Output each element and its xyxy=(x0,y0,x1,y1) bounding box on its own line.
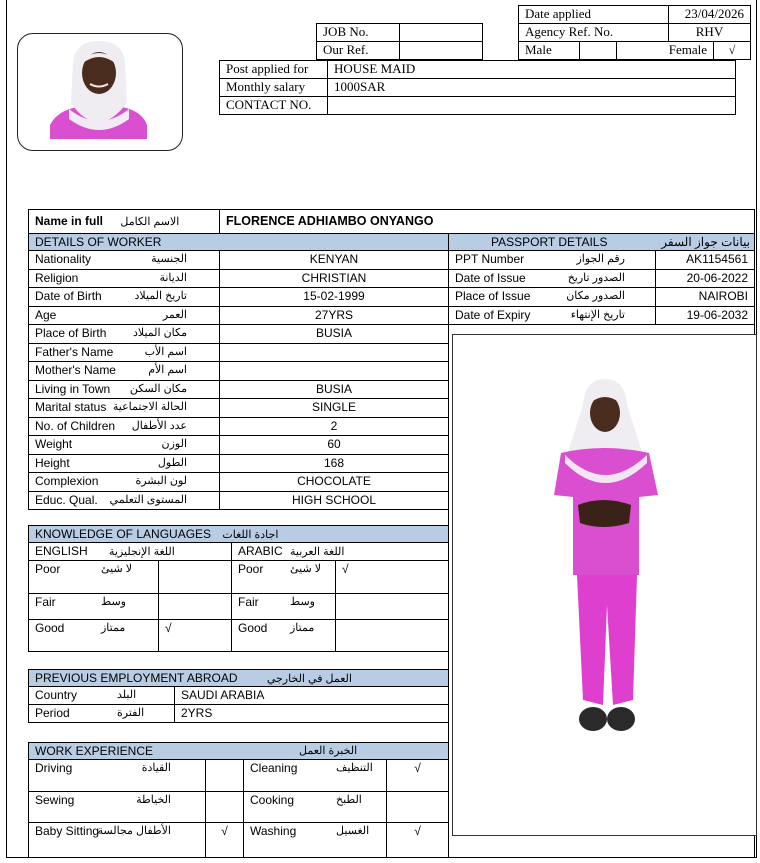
female-label: Female xyxy=(616,41,714,60)
work-skill-checkbox[interactable] xyxy=(205,759,244,792)
level-label-ar: وسط xyxy=(101,596,126,608)
work-skill-label-cell xyxy=(243,791,387,823)
work-skill-checkbox[interactable]: √ xyxy=(386,759,449,792)
work-skill-label: Washing xyxy=(250,824,297,838)
detail-label: Educ. Qual. xyxy=(35,492,98,507)
detail-label-cell xyxy=(28,324,220,344)
detail-label: Date of Birth xyxy=(35,289,102,303)
detail-label: Place of Birth xyxy=(35,326,107,340)
detail-label: Complexion xyxy=(35,474,99,488)
passport-label-cell xyxy=(448,250,656,270)
work-experience-title-ar: الخبرة العمل xyxy=(299,745,358,757)
english-header xyxy=(28,542,232,561)
work-skill-label-cell xyxy=(28,822,206,858)
detail-label: Weight xyxy=(35,437,73,451)
english-level-label xyxy=(28,593,159,620)
detail-value[interactable]: 2 xyxy=(219,417,449,437)
work-skill-label-cell xyxy=(243,822,387,858)
detail-label-ar: عدد الأطفال xyxy=(131,419,187,432)
monthly-salary-value[interactable]: 1000SAR xyxy=(327,78,736,97)
detail-label-cell xyxy=(28,398,220,418)
arabic-level-checkbox[interactable] xyxy=(335,593,449,620)
detail-label-ar: الطول xyxy=(157,456,187,469)
arabic-label: ARABIC xyxy=(238,544,283,558)
work-skill-label-ar: الطبخ xyxy=(336,794,362,806)
detail-label: Height xyxy=(35,455,70,470)
passport-value[interactable]: 19-06-2032 xyxy=(655,306,755,326)
detail-label-ar: الديانة xyxy=(159,271,187,284)
detail-label-cell xyxy=(28,250,220,270)
prev-employment-label: Country xyxy=(35,688,78,702)
work-skill-label-ar: القيادة xyxy=(141,762,171,774)
passport-label-ar: الصدور مكان xyxy=(566,290,625,302)
detail-label-cell xyxy=(28,380,220,400)
detail-label-ar: المستوى التعلمي xyxy=(109,493,187,506)
arabic-level-checkbox[interactable] xyxy=(335,619,449,652)
prev-employment-label-cell xyxy=(28,686,175,705)
arabic-level-label xyxy=(231,619,336,652)
detail-value[interactable]: 15-02-1999 xyxy=(219,287,449,307)
work-skill-label: Baby Sitting xyxy=(35,824,100,838)
work-skill-label-cell xyxy=(243,759,387,792)
previous-employment-header xyxy=(28,669,449,687)
detail-value[interactable]: KENYAN xyxy=(219,250,449,270)
female-checkbox[interactable]: √ xyxy=(713,41,751,60)
arabic-label-ar: اللغة العربية xyxy=(290,546,345,558)
arabic-level-label xyxy=(231,593,336,620)
detail-value[interactable]: HIGH SCHOOL xyxy=(219,491,449,511)
portrait-photo-frame xyxy=(17,33,183,151)
detail-label: Nationality xyxy=(35,252,92,266)
work-skill-label-ar: التنظيف xyxy=(336,762,373,774)
name-label-ar: الاسم الكامل xyxy=(120,216,180,228)
prev-employment-value[interactable]: 2YRS xyxy=(174,704,449,723)
male-label: Male xyxy=(518,41,580,60)
detail-label-cell xyxy=(28,454,220,474)
passport-label-cell xyxy=(448,269,656,289)
page-left-border xyxy=(6,0,7,858)
work-skill-checkbox[interactable]: √ xyxy=(205,822,244,858)
prev-employment-label-ar: البلد xyxy=(117,689,137,701)
detail-value[interactable]: BUSIA xyxy=(219,324,449,344)
monthly-salary-label: Monthly salary xyxy=(219,78,328,97)
detail-label-ar: الحالة الاجتماعية xyxy=(112,401,187,413)
passport-value[interactable]: NAIROBI xyxy=(655,287,755,307)
level-label-ar: ممتاز xyxy=(101,622,126,634)
work-skill-label: Cleaning xyxy=(250,761,298,775)
arabic-level-checkbox[interactable]: √ xyxy=(335,560,449,594)
contact-value[interactable] xyxy=(327,96,736,115)
passport-label: PPT Number xyxy=(455,252,525,266)
english-label-ar: اللغة الإنجليزية xyxy=(109,546,175,558)
our-ref-field[interactable] xyxy=(399,41,483,60)
portrait-photo-icon xyxy=(17,33,183,151)
work-skill-label: Cooking xyxy=(250,793,295,807)
detail-label: Mother's Name xyxy=(35,363,116,377)
level-label-ar: وسط xyxy=(290,596,315,608)
detail-label-ar: لون البشرة xyxy=(135,475,187,487)
english-level-checkbox[interactable] xyxy=(158,593,232,620)
previous-employment-title: PREVIOUS EMPLOYMENT ABROAD xyxy=(35,671,238,685)
passport-label: Date of Expiry xyxy=(455,307,531,322)
passport-section-header xyxy=(448,233,755,251)
full-body-photo-frame xyxy=(452,334,757,836)
previous-employment-title-ar: العمل في الخارجي xyxy=(266,673,352,685)
passport-label-ar: الصدور تاريخ xyxy=(567,271,625,284)
male-checkbox[interactable] xyxy=(579,41,617,60)
job-no-label: JOB No. xyxy=(316,23,400,42)
detail-value[interactable]: CHRISTIAN xyxy=(219,269,449,289)
work-skill-label: Sewing xyxy=(35,793,75,807)
details-section-header: DETAILS OF WORKER xyxy=(28,233,449,251)
level-label: Poor xyxy=(238,562,264,576)
detail-label-cell xyxy=(28,343,220,363)
level-label-ar: لا شيئ xyxy=(290,563,322,575)
english-level-label xyxy=(28,619,159,652)
detail-label-ar: تاريخ الميلاد xyxy=(134,290,187,302)
name-label: Name in full xyxy=(35,214,104,228)
detail-value[interactable] xyxy=(219,343,449,363)
post-applied-value[interactable]: HOUSE MAID xyxy=(327,60,736,79)
level-label-ar: لا شيئ xyxy=(101,563,133,575)
passport-label-cell xyxy=(448,287,656,307)
arabic-level-label xyxy=(231,560,336,594)
full-body-photo-icon xyxy=(453,335,755,834)
contact-label: CONTACT NO. xyxy=(219,96,328,115)
detail-value[interactable]: BUSIA xyxy=(219,380,449,400)
work-skill-label: Driving xyxy=(35,761,73,775)
detail-label-ar: الوزن xyxy=(161,438,187,450)
detail-label-cell xyxy=(28,417,220,437)
passport-title-ar: بيانات جواز السفر xyxy=(661,235,750,249)
agency-ref-value[interactable]: RHV xyxy=(668,23,751,42)
detail-label-cell xyxy=(28,269,220,289)
prev-employment-value[interactable]: SAUDI ARABIA xyxy=(174,686,449,705)
detail-label-ar: مكان الميلاد xyxy=(132,327,187,339)
detail-label-cell xyxy=(28,472,220,492)
english-level-label xyxy=(28,560,159,594)
level-label: Good xyxy=(238,621,268,635)
detail-label-cell xyxy=(28,491,220,511)
date-applied-label: Date applied xyxy=(518,5,669,24)
our-ref-label: Our Ref. xyxy=(316,41,400,60)
detail-value[interactable]: CHOCOLATE xyxy=(219,472,449,492)
level-label: Fair xyxy=(238,595,259,609)
detail-label: No. of Children xyxy=(35,418,116,433)
agency-ref-label: Agency Ref. No. xyxy=(518,23,669,42)
passport-label-cell xyxy=(448,306,656,326)
languages-section-header xyxy=(28,525,449,543)
languages-title: KNOWLEDGE OF LANGUAGES xyxy=(35,527,212,541)
detail-label: Father's Name xyxy=(35,344,114,359)
detail-label-ar: اسم الأم xyxy=(148,364,187,376)
english-level-checkbox[interactable] xyxy=(158,560,232,594)
prev-employment-label-ar: الفترة xyxy=(117,707,145,719)
level-label: Poor xyxy=(35,562,61,576)
level-label: Fair xyxy=(35,595,56,609)
job-no-field[interactable] xyxy=(399,23,483,42)
detail-value[interactable] xyxy=(219,361,449,381)
passport-label: Place of Issue xyxy=(455,289,531,303)
english-label: ENGLISH xyxy=(35,544,88,558)
detail-label: Marital status xyxy=(35,400,107,414)
full-name-value[interactable]: FLORENCE ADHIAMBO ONYANGO xyxy=(219,209,755,234)
passport-label-ar: تاريخ الإنتهاء xyxy=(570,308,625,321)
detail-label-cell xyxy=(28,306,220,326)
work-skill-checkbox[interactable] xyxy=(205,791,244,823)
work-experience-title: WORK EXPERIENCE xyxy=(35,744,154,758)
work-skill-checkbox[interactable] xyxy=(386,791,449,823)
work-skill-label-ar: الغسيل xyxy=(336,825,370,837)
level-label-ar: ممتاز xyxy=(290,622,315,634)
work-skill-checkbox[interactable]: √ xyxy=(386,822,449,858)
work-skill-label-cell xyxy=(28,791,206,823)
detail-label-ar: الجنسية xyxy=(151,253,187,265)
arabic-header xyxy=(231,542,449,561)
detail-value[interactable]: 27YRS xyxy=(219,306,449,326)
detail-label-ar: اسم الأب xyxy=(144,345,187,358)
work-skill-label-cell xyxy=(28,759,206,792)
name-label-cell xyxy=(28,209,220,234)
passport-label-ar: رقم الجواز xyxy=(576,253,625,265)
detail-value[interactable]: 168 xyxy=(219,454,449,474)
prev-employment-label-cell xyxy=(28,704,175,723)
passport-title: PASSPORT DETAILS xyxy=(491,235,608,249)
passport-value[interactable]: 20-06-2022 xyxy=(655,269,755,289)
detail-label-cell xyxy=(28,361,220,381)
detail-label-ar: العمر xyxy=(162,308,187,321)
english-level-checkbox[interactable]: √ xyxy=(158,619,232,652)
work-skill-label-ar: الخياطة xyxy=(136,794,171,806)
detail-label-cell xyxy=(28,435,220,455)
work-experience-header xyxy=(28,742,449,760)
detail-label-ar: مكان السكن xyxy=(129,382,187,395)
detail-label: Age xyxy=(35,307,57,322)
passport-label: Date of Issue xyxy=(455,270,526,285)
detail-label-cell xyxy=(28,287,220,307)
level-label: Good xyxy=(35,621,65,635)
prev-employment-label: Period xyxy=(35,706,70,720)
languages-title-ar: اجادة اللغات xyxy=(222,529,279,541)
post-applied-label: Post applied for xyxy=(219,60,328,79)
detail-label: Living in Town xyxy=(35,381,111,396)
detail-value[interactable]: SINGLE xyxy=(219,398,449,418)
date-applied-value[interactable]: 23/04/2026 xyxy=(668,5,751,24)
detail-label: Religion xyxy=(35,270,79,285)
work-skill-label-ar: الأطفال مجالسة xyxy=(97,825,171,837)
passport-value[interactable]: AK1154561 xyxy=(655,250,755,270)
detail-value[interactable]: 60 xyxy=(219,435,449,455)
